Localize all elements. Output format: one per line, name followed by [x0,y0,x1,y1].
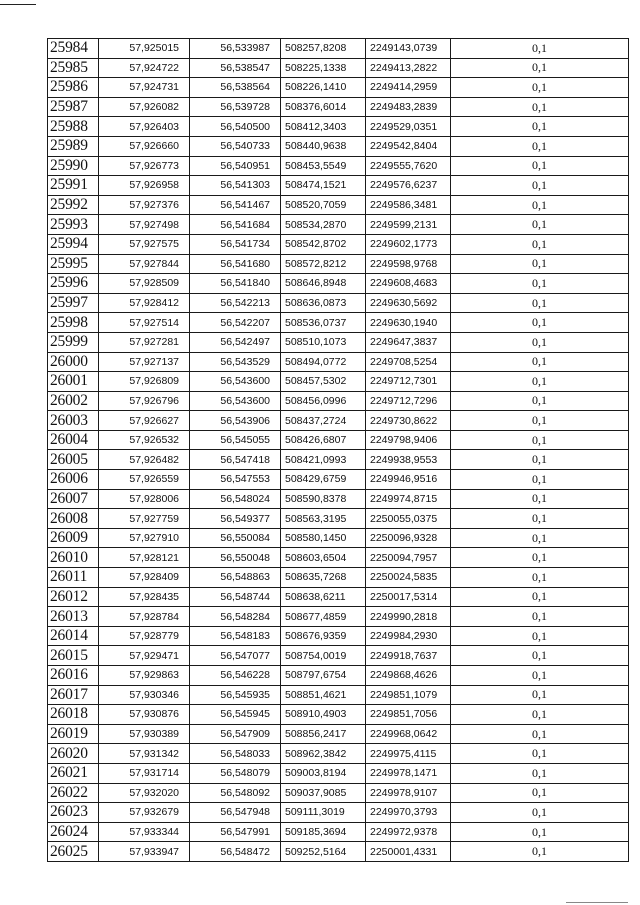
longitude-cell: 56,547948 [190,803,281,823]
point-number-cell: 26018 [48,705,99,725]
latitude-cell: 57,926627 [99,411,190,431]
longitude-cell: 56,542207 [190,313,281,333]
accuracy-cell: 0,1 [451,489,629,509]
longitude-cell: 56,547991 [190,822,281,842]
point-number-cell: 25997 [48,293,99,313]
y-coordinate-cell: 2249542,8404 [366,136,451,156]
point-number-cell: 26016 [48,666,99,686]
longitude-cell: 56,543600 [190,391,281,411]
longitude-cell: 56,541467 [190,195,281,215]
x-coordinate-cell: 508437,2724 [281,411,366,431]
longitude-cell: 56,548863 [190,568,281,588]
accuracy-cell: 0,1 [451,568,629,588]
point-number-cell: 26012 [48,587,99,607]
x-coordinate-cell: 508421,0993 [281,450,366,470]
table-row [48,254,629,274]
x-coordinate-cell: 508542,8702 [281,234,366,254]
longitude-cell: 56,545935 [190,685,281,705]
y-coordinate-cell: 2249647,3837 [366,332,451,352]
y-coordinate-cell: 2249602,1773 [366,234,451,254]
table-row [48,666,629,686]
latitude-cell: 57,928509 [99,274,190,294]
x-coordinate-cell: 508376,6014 [281,97,366,117]
latitude-cell: 57,926773 [99,156,190,176]
y-coordinate-cell: 2249730,8622 [366,411,451,431]
point-number-cell: 25989 [48,136,99,156]
table-row [48,568,629,588]
x-coordinate-cell: 508636,0873 [281,293,366,313]
table-row [48,548,629,568]
point-number-cell: 25985 [48,58,99,78]
table-row [48,509,629,529]
longitude-cell: 56,547553 [190,470,281,490]
accuracy-cell: 0,1 [451,783,629,803]
y-coordinate-cell: 2249529,0351 [366,117,451,137]
x-coordinate-cell: 509185,3694 [281,822,366,842]
longitude-cell: 56,545055 [190,430,281,450]
x-coordinate-cell: 508412,3403 [281,117,366,137]
point-number-cell: 25995 [48,254,99,274]
table-row [48,705,629,725]
accuracy-cell: 0,1 [451,332,629,352]
x-coordinate-cell: 508457,5302 [281,372,366,392]
y-coordinate-cell: 2249968,0642 [366,724,451,744]
accuracy-cell: 0,1 [451,607,629,627]
table-row [48,842,629,862]
accuracy-cell: 0,1 [451,156,629,176]
table-row [48,136,629,156]
point-number-cell: 26013 [48,607,99,627]
x-coordinate-cell: 508646,8948 [281,274,366,294]
x-coordinate-cell: 508426,6807 [281,430,366,450]
longitude-cell: 56,550048 [190,548,281,568]
point-number-cell: 26024 [48,822,99,842]
accuracy-cell: 0,1 [451,548,629,568]
latitude-cell: 57,926660 [99,136,190,156]
latitude-cell: 57,928779 [99,626,190,646]
top-rule [0,4,36,5]
point-number-cell: 25992 [48,195,99,215]
y-coordinate-cell: 2249984,2930 [366,626,451,646]
y-coordinate-cell: 2249978,9107 [366,783,451,803]
table-row [48,626,629,646]
table-row [48,78,629,98]
y-coordinate-cell: 2250017,5314 [366,587,451,607]
bottom-rule [566,902,628,903]
table-row [48,176,629,196]
longitude-cell: 56,541303 [190,176,281,196]
table-row [48,822,629,842]
x-coordinate-cell: 508910,4903 [281,705,366,725]
table-row [48,58,629,78]
table-row [48,607,629,627]
x-coordinate-cell: 509037,9085 [281,783,366,803]
latitude-cell: 57,926809 [99,372,190,392]
accuracy-cell: 0,1 [451,97,629,117]
y-coordinate-cell: 2249990,2818 [366,607,451,627]
x-coordinate-cell: 509003,8194 [281,763,366,783]
accuracy-cell: 0,1 [451,274,629,294]
x-coordinate-cell: 508510,1073 [281,332,366,352]
y-coordinate-cell: 2249599,2131 [366,215,451,235]
x-coordinate-cell: 508534,2870 [281,215,366,235]
table-row [48,744,629,764]
longitude-cell: 56,540951 [190,156,281,176]
y-coordinate-cell: 2249608,4683 [366,274,451,294]
x-coordinate-cell: 508453,5549 [281,156,366,176]
y-coordinate-cell: 2249978,1471 [366,763,451,783]
x-coordinate-cell: 508456,0996 [281,391,366,411]
accuracy-cell: 0,1 [451,215,629,235]
longitude-cell: 56,542213 [190,293,281,313]
longitude-cell: 56,545945 [190,705,281,725]
longitude-cell: 56,539728 [190,97,281,117]
table-row [48,39,629,59]
y-coordinate-cell: 2249851,1079 [366,685,451,705]
accuracy-cell: 0,1 [451,685,629,705]
x-coordinate-cell: 508225,1338 [281,58,366,78]
accuracy-cell: 0,1 [451,39,629,59]
longitude-cell: 56,543906 [190,411,281,431]
longitude-cell: 56,540733 [190,136,281,156]
latitude-cell: 57,933344 [99,822,190,842]
y-coordinate-cell: 2249630,5692 [366,293,451,313]
longitude-cell: 56,548079 [190,763,281,783]
latitude-cell: 57,930346 [99,685,190,705]
point-number-cell: 26005 [48,450,99,470]
longitude-cell: 56,548024 [190,489,281,509]
table-row [48,724,629,744]
accuracy-cell: 0,1 [451,58,629,78]
latitude-cell: 57,926559 [99,470,190,490]
latitude-cell: 57,928409 [99,568,190,588]
point-number-cell: 25998 [48,313,99,333]
accuracy-cell: 0,1 [451,705,629,725]
accuracy-cell: 0,1 [451,372,629,392]
point-number-cell: 26008 [48,509,99,529]
longitude-cell: 56,541734 [190,234,281,254]
latitude-cell: 57,928435 [99,587,190,607]
point-number-cell: 25993 [48,215,99,235]
table-row [48,470,629,490]
y-coordinate-cell: 2249598,9768 [366,254,451,274]
accuracy-cell: 0,1 [451,176,629,196]
y-coordinate-cell: 2249586,3481 [366,195,451,215]
table-row [48,685,629,705]
latitude-cell: 57,926796 [99,391,190,411]
y-coordinate-cell: 2249918,7637 [366,646,451,666]
x-coordinate-cell: 508572,8212 [281,254,366,274]
point-number-cell: 25990 [48,156,99,176]
y-coordinate-cell: 2249712,7296 [366,391,451,411]
point-number-cell: 26007 [48,489,99,509]
table-row [48,450,629,470]
y-coordinate-cell: 2249576,6237 [366,176,451,196]
latitude-cell: 57,929863 [99,666,190,686]
longitude-cell: 56,548744 [190,587,281,607]
latitude-cell: 57,927759 [99,509,190,529]
latitude-cell: 57,927514 [99,313,190,333]
point-number-cell: 25988 [48,117,99,137]
point-number-cell: 26021 [48,763,99,783]
latitude-cell: 57,932020 [99,783,190,803]
longitude-cell: 56,538564 [190,78,281,98]
y-coordinate-cell: 2249798,9406 [366,430,451,450]
accuracy-cell: 0,1 [451,587,629,607]
point-number-cell: 25999 [48,332,99,352]
latitude-cell: 57,927498 [99,215,190,235]
point-number-cell: 26011 [48,568,99,588]
latitude-cell: 57,931714 [99,763,190,783]
table-row [48,274,629,294]
x-coordinate-cell: 508676,9359 [281,626,366,646]
x-coordinate-cell: 508851,4621 [281,685,366,705]
y-coordinate-cell: 2249946,9516 [366,470,451,490]
latitude-cell: 57,930876 [99,705,190,725]
table-row [48,352,629,372]
latitude-cell: 57,927137 [99,352,190,372]
table-row [48,293,629,313]
point-number-cell: 25986 [48,78,99,98]
accuracy-cell: 0,1 [451,136,629,156]
accuracy-cell: 0,1 [451,626,629,646]
accuracy-cell: 0,1 [451,724,629,744]
accuracy-cell: 0,1 [451,842,629,862]
latitude-cell: 57,930389 [99,724,190,744]
point-number-cell: 26003 [48,411,99,431]
latitude-cell: 57,925015 [99,39,190,59]
y-coordinate-cell: 2250024,5835 [366,568,451,588]
y-coordinate-cell: 2250055,0375 [366,509,451,529]
x-coordinate-cell: 508638,6211 [281,587,366,607]
longitude-cell: 56,542497 [190,332,281,352]
point-number-cell: 26022 [48,783,99,803]
x-coordinate-cell: 508440,9638 [281,136,366,156]
accuracy-cell: 0,1 [451,450,629,470]
latitude-cell: 57,931342 [99,744,190,764]
y-coordinate-cell: 2249414,2959 [366,78,451,98]
x-coordinate-cell: 509252,5164 [281,842,366,862]
point-number-cell: 26025 [48,842,99,862]
latitude-cell: 57,926082 [99,97,190,117]
latitude-cell: 57,926403 [99,117,190,137]
y-coordinate-cell: 2249970,3793 [366,803,451,823]
table-row [48,372,629,392]
y-coordinate-cell: 2249708,5254 [366,352,451,372]
y-coordinate-cell: 2249413,2822 [366,58,451,78]
x-coordinate-cell: 508856,2417 [281,724,366,744]
latitude-cell: 57,924722 [99,58,190,78]
longitude-cell: 56,543600 [190,372,281,392]
longitude-cell: 56,533987 [190,39,281,59]
longitude-cell: 56,548284 [190,607,281,627]
accuracy-cell: 0,1 [451,646,629,666]
table-row [48,332,629,352]
x-coordinate-cell: 509111,3019 [281,803,366,823]
coordinates-table-body [48,39,629,862]
accuracy-cell: 0,1 [451,430,629,450]
x-coordinate-cell: 508603,6504 [281,548,366,568]
x-coordinate-cell: 508429,6759 [281,470,366,490]
longitude-cell: 56,543529 [190,352,281,372]
y-coordinate-cell: 2249938,9553 [366,450,451,470]
table-row [48,195,629,215]
table-row [48,313,629,333]
point-number-cell: 26015 [48,646,99,666]
longitude-cell: 56,549377 [190,509,281,529]
point-number-cell: 26006 [48,470,99,490]
point-number-cell: 26010 [48,548,99,568]
table-row [48,391,629,411]
y-coordinate-cell: 2249555,7620 [366,156,451,176]
x-coordinate-cell: 508226,1410 [281,78,366,98]
accuracy-cell: 0,1 [451,254,629,274]
latitude-cell: 57,926482 [99,450,190,470]
x-coordinate-cell: 508474,1521 [281,176,366,196]
point-number-cell: 26002 [48,391,99,411]
x-coordinate-cell: 508536,0737 [281,313,366,333]
accuracy-cell: 0,1 [451,822,629,842]
table-row [48,430,629,450]
point-number-cell: 26020 [48,744,99,764]
x-coordinate-cell: 508257,8208 [281,39,366,59]
latitude-cell: 57,927376 [99,195,190,215]
point-number-cell: 26004 [48,430,99,450]
point-number-cell: 26001 [48,372,99,392]
accuracy-cell: 0,1 [451,117,629,137]
point-number-cell: 25996 [48,274,99,294]
longitude-cell: 56,538547 [190,58,281,78]
x-coordinate-cell: 508520,7059 [281,195,366,215]
latitude-cell: 57,927844 [99,254,190,274]
table-row [48,783,629,803]
point-number-cell: 25984 [48,39,99,59]
x-coordinate-cell: 508563,3195 [281,509,366,529]
x-coordinate-cell: 508580,1450 [281,528,366,548]
latitude-cell: 57,928784 [99,607,190,627]
accuracy-cell: 0,1 [451,509,629,529]
accuracy-cell: 0,1 [451,391,629,411]
x-coordinate-cell: 508677,4859 [281,607,366,627]
y-coordinate-cell: 2249975,4115 [366,744,451,764]
accuracy-cell: 0,1 [451,763,629,783]
y-coordinate-cell: 2249483,2839 [366,97,451,117]
y-coordinate-cell: 2249143,0739 [366,39,451,59]
table-row [48,489,629,509]
latitude-cell: 57,928121 [99,548,190,568]
coordinates-sheet [47,38,629,862]
longitude-cell: 56,546228 [190,666,281,686]
accuracy-cell: 0,1 [451,293,629,313]
longitude-cell: 56,548092 [190,783,281,803]
latitude-cell: 57,924731 [99,78,190,98]
accuracy-cell: 0,1 [451,313,629,333]
latitude-cell: 57,928412 [99,293,190,313]
point-number-cell: 25991 [48,176,99,196]
point-number-cell: 25987 [48,97,99,117]
accuracy-cell: 0,1 [451,470,629,490]
coordinates-table [47,38,629,862]
y-coordinate-cell: 2249974,8715 [366,489,451,509]
latitude-cell: 57,927281 [99,332,190,352]
table-row [48,528,629,548]
latitude-cell: 57,928006 [99,489,190,509]
point-number-cell: 26023 [48,803,99,823]
x-coordinate-cell: 508635,7268 [281,568,366,588]
x-coordinate-cell: 508797,6754 [281,666,366,686]
y-coordinate-cell: 2249868,4626 [366,666,451,686]
longitude-cell: 56,548033 [190,744,281,764]
accuracy-cell: 0,1 [451,234,629,254]
longitude-cell: 56,547909 [190,724,281,744]
accuracy-cell: 0,1 [451,78,629,98]
accuracy-cell: 0,1 [451,803,629,823]
latitude-cell: 57,932679 [99,803,190,823]
latitude-cell: 57,927910 [99,528,190,548]
accuracy-cell: 0,1 [451,744,629,764]
y-coordinate-cell: 2250001,4331 [366,842,451,862]
accuracy-cell: 0,1 [451,528,629,548]
y-coordinate-cell: 2249630,1940 [366,313,451,333]
longitude-cell: 56,547418 [190,450,281,470]
point-number-cell: 25994 [48,234,99,254]
latitude-cell: 57,929471 [99,646,190,666]
accuracy-cell: 0,1 [451,666,629,686]
y-coordinate-cell: 2249712,7301 [366,372,451,392]
point-number-cell: 26009 [48,528,99,548]
table-row [48,803,629,823]
table-row [48,156,629,176]
table-row [48,117,629,137]
x-coordinate-cell: 508754,0019 [281,646,366,666]
latitude-cell: 57,933947 [99,842,190,862]
table-row [48,215,629,235]
x-coordinate-cell: 508590,8378 [281,489,366,509]
table-row [48,763,629,783]
longitude-cell: 56,548472 [190,842,281,862]
longitude-cell: 56,550084 [190,528,281,548]
point-number-cell: 26019 [48,724,99,744]
point-number-cell: 26014 [48,626,99,646]
x-coordinate-cell: 508494,0772 [281,352,366,372]
point-number-cell: 26017 [48,685,99,705]
accuracy-cell: 0,1 [451,411,629,431]
y-coordinate-cell: 2250094,7957 [366,548,451,568]
longitude-cell: 56,548183 [190,626,281,646]
table-row [48,587,629,607]
latitude-cell: 57,926958 [99,176,190,196]
longitude-cell: 56,540500 [190,117,281,137]
longitude-cell: 56,541680 [190,254,281,274]
longitude-cell: 56,541840 [190,274,281,294]
y-coordinate-cell: 2249851,7056 [366,705,451,725]
longitude-cell: 56,541684 [190,215,281,235]
accuracy-cell: 0,1 [451,352,629,372]
y-coordinate-cell: 2250096,9328 [366,528,451,548]
table-row [48,234,629,254]
x-coordinate-cell: 508962,3842 [281,744,366,764]
y-coordinate-cell: 2249972,9378 [366,822,451,842]
accuracy-cell: 0,1 [451,195,629,215]
point-number-cell: 26000 [48,352,99,372]
table-row [48,97,629,117]
latitude-cell: 57,927575 [99,234,190,254]
latitude-cell: 57,926532 [99,430,190,450]
longitude-cell: 56,547077 [190,646,281,666]
table-row [48,646,629,666]
table-row [48,411,629,431]
